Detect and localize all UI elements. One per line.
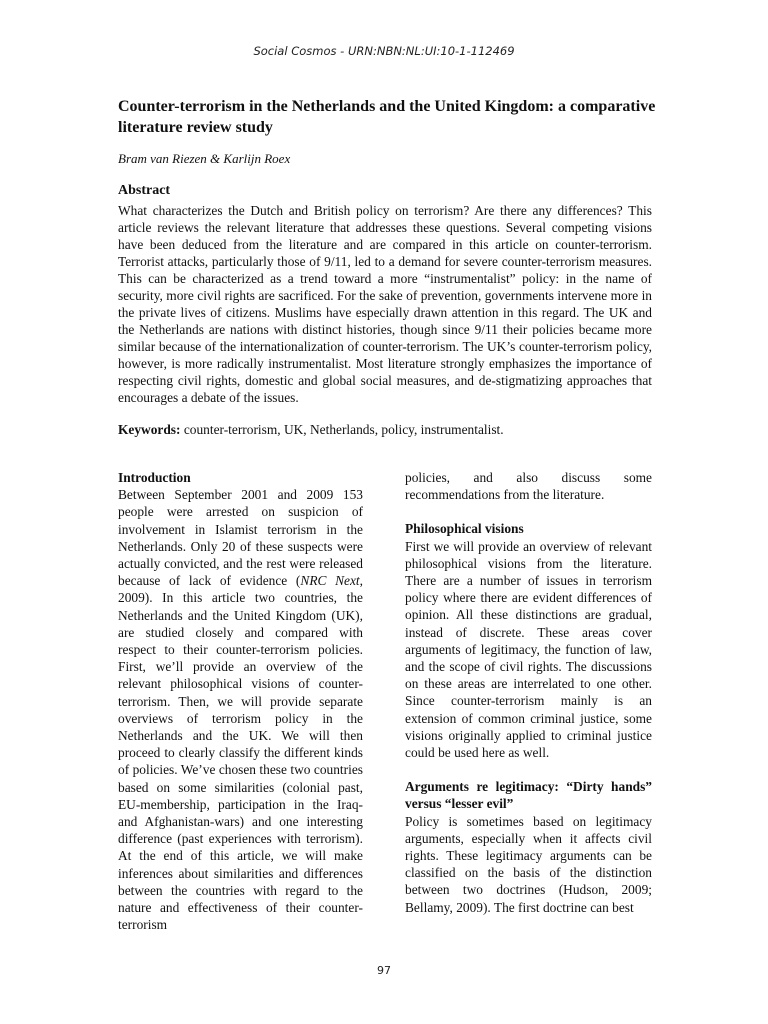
- keywords-text: counter-terrorism, UK, Netherlands, policy, instrumentalist.: [180, 422, 504, 437]
- running-header: Social Cosmos - URN:NBN:NL:UI:10-1-112469: [253, 44, 515, 58]
- keywords-line: [118, 421, 652, 438]
- page-number: 97: [377, 964, 391, 977]
- spacer: [405, 503, 652, 520]
- article-authors: Bram van Riezen & Karlijn Roex: [118, 151, 291, 166]
- introduction-body: [118, 486, 363, 933]
- abstract-body: What characterizes the Dutch and British policy on terrorism? Are there any differences? This article reviews the relevant literature that addresses these questions. Several competing visions have been deduced from the literature and are compared in this article on counter-terrorism. Terrorist attacks, particularly those of 9/11, led to a demand for severe counter-terrorism measures. This can be characterized as a trend toward a more “instrumentalist” policy: in the name of security, more civil rights are sacrificed. For the sake of prevention, governments intervene more in the private lives of citizens. Muslims have especially drawn attention in this regard. The UK and the Netherlands are nations with distinct histories, though since 9/11 their policies became more similar because of the internationalization of counter-terrorism. The UK’s counter-terrorism policy, however, is more radically instrumentalist. Most literature strongly emphasizes the importance of respecting civil rights, domestic and global social measures, and de-stigmatizing approaches that encourages a debate of the issues.: [118, 203, 652, 405]
- left-column: [118, 469, 363, 933]
- philosophical-visions-heading: Philosophical visions: [405, 521, 524, 537]
- citation-italic: NRC Next: [300, 573, 360, 589]
- spacer: [405, 761, 652, 778]
- introduction-text-part1: Between September 2001 and 2009 153 people were arrested on suspicion of involvement in Islamist terrorism in the Netherlands. Only 20 of these suspects were actually convicted, and the rest were released because of lack of evidence (: [118, 487, 363, 589]
- right-column: [405, 469, 652, 916]
- legitimacy-heading: Arguments re legitimacy: “Dirty hands” versus “lesser evil”: [405, 779, 652, 812]
- introduction-text-part2: , 2009). In this article two countries, the Netherlands and the United Kingdom (UK), are studied closely and compared with respect to their counter-terrorism policies. First, we’ll provide an overview of the relevant philosophical visions of counter-terrorism. Then, we will provide separate overviews of terrorism policy in the Netherlands and the UK. We will then proceed to clearly classify the different kinds of policies. We’ve chosen these two countries based on some similarities (colonial past, EU-membership, participation in the Iraq- and Afghanistan-wars) and one interesting difference (past experiences with terrorism). At the end of this article, we will make inferences about similarities and differences between the countries with regard to the nature and effectiveness of their counter-terrorism: [118, 573, 364, 933]
- article-title: Counter-terrorism in the Netherlands and the United Kingdom: a comparative literature review study: [118, 98, 656, 136]
- legitimacy-body: Policy is sometimes based on legitimacy arguments, especially when it affects civil rights. These legitimacy arguments can be classified on the basis of the distinction between two doctrines (Hudson, 2009; Bellamy, 2009). The first doctrine can best: [405, 813, 652, 915]
- introduction-heading: Introduction: [118, 470, 191, 485]
- introduction-continuation: policies, and also discuss some recommendations from the literature.: [405, 470, 652, 503]
- abstract-heading: Abstract: [118, 183, 171, 198]
- philosophical-visions-body: First we will provide an overview of relevant philosophical visions from the literature. There are a number of issues in terrorism policy where there are evident differences of opinion. All these distinctions are gradual, instead of discrete. These areas cover arguments of legitimacy, the function of law, and the scope of civil rights. The discussions on these areas are interrelated to one other. Since counter-terrorism mainly is an extension of common criminal justice, some visions originally applied to criminal justice could be used here as well.: [405, 538, 652, 761]
- keywords-label: Keywords:: [118, 422, 181, 437]
